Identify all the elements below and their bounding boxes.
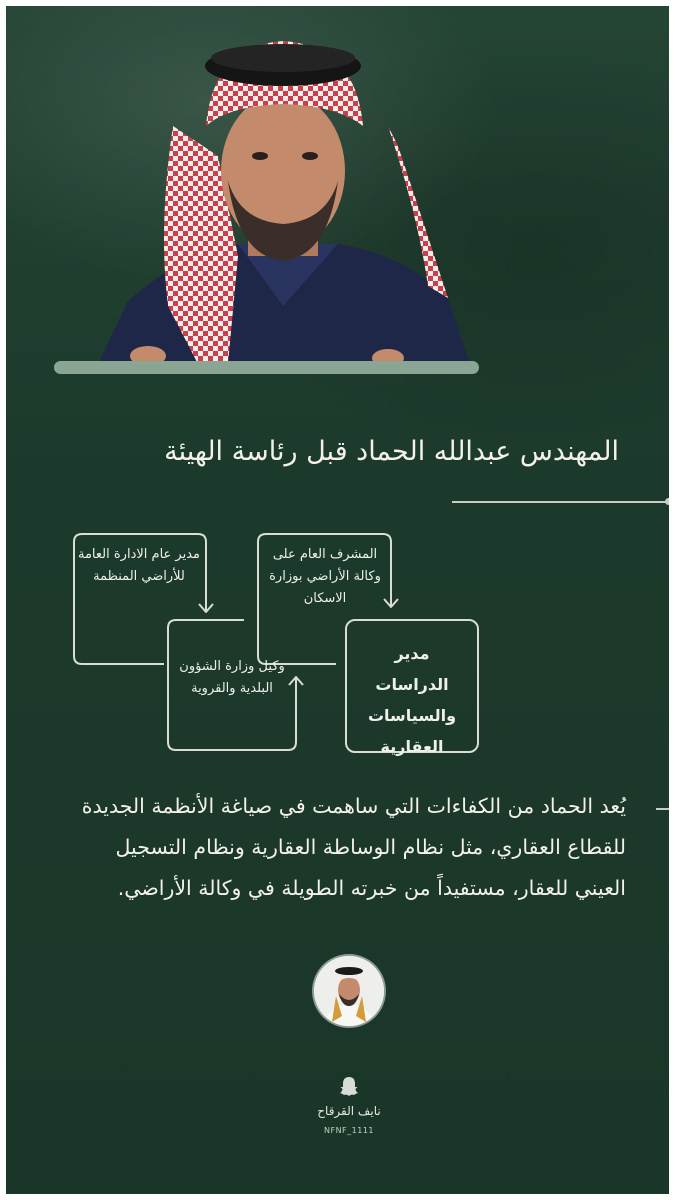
role-box-2 (258, 534, 391, 664)
title-divider (452, 501, 669, 503)
snapchat-ghost-icon (339, 1076, 359, 1098)
portrait-photo (88, 6, 478, 364)
body-divider (656, 808, 669, 810)
photo-accent-bar (54, 361, 479, 374)
author-name: نايف القرقاح (317, 1104, 381, 1118)
arrow-2-head (384, 599, 398, 607)
infographic-card (6, 6, 669, 1194)
role-box-3 (168, 620, 296, 750)
divider-dot (665, 498, 669, 505)
role-text-1: مدير عام الادارة العامة للأراضي المنظمة (78, 547, 200, 584)
role-text-3: وكيل وزارة الشؤون البلدية والقروية (179, 659, 285, 696)
arrow-1-head (199, 604, 213, 612)
role-box-4 (346, 620, 478, 752)
arrow-3-head (289, 677, 303, 685)
page-title: المهندس عبدالله الحماد قبل رئاسة الهيئة (164, 436, 619, 467)
author-handle: NFNF_1111 (323, 1126, 375, 1135)
author-avatar (314, 956, 384, 1026)
body-paragraph: يُعد الحماد من الكفاءات التي ساهمت في صياغة الأنظمة الجديدة للقطاع العقاري، مثل نظام الوساطة العقارية ونظام التسجيل العيني للعقار، مستفيداً من خبرته الطويلة في وكالة الأراضي. (81, 794, 626, 900)
role-text-4: مدير الدراسات والسياسات العقارية (367, 644, 457, 756)
role-box-1 (74, 534, 206, 664)
role-text-2: المشرف العام على وكالة الأراضي بوزارة الاسكان (269, 547, 381, 606)
